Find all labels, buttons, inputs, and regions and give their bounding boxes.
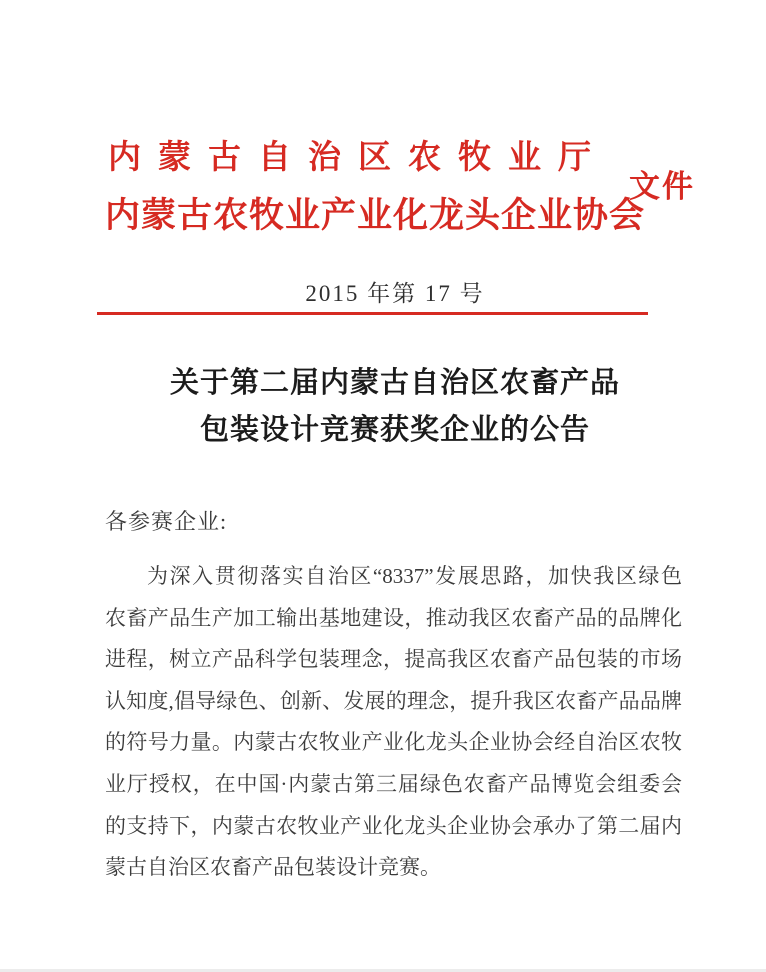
letterhead-org-secondary: 内蒙古农牧业产业化龙头企业协会	[105, 196, 646, 235]
body-line: 认知度,倡导绿色、创新、发展的理念，提升我区农畜产品品牌	[105, 688, 682, 713]
doc-issue-number: 2015 年第 17 号	[305, 281, 485, 306]
doc-title-line-2: 包装设计竞赛获奖企业的公告	[199, 414, 590, 446]
doc-type-label: 文件	[629, 169, 695, 204]
body-line: 为深入贯彻落实自治区“8337”发展思路，加快我区绿色	[147, 564, 682, 588]
body-line: 蒙古自治区农畜产品包装设计竞赛。	[105, 855, 441, 880]
body-line: 进程，树立产品科学包装理念，提高我区农畜产品包装的市场	[105, 647, 682, 672]
body-line: 业厅授权，在中国·内蒙古第三届绿色农畜产品博览会组委会	[105, 771, 682, 796]
body-paragraph	[105, 556, 682, 889]
doc-title	[105, 360, 685, 454]
body-line: 农畜产品生产加工输出基地建设，推动我区农畜产品的品牌化	[105, 605, 682, 630]
body-line: 的符号力量。内蒙古农牧业产业化龙头企业协会经自治区农牧	[105, 730, 682, 755]
body-line: 的支持下，内蒙古农牧业产业化龙头企业协会承办了第二届内	[105, 813, 682, 838]
letterhead-org-primary: 内蒙古自治区农牧业厅	[108, 140, 608, 176]
doc-title-line-1: 关于第二届内蒙古自治区农畜产品	[169, 367, 620, 399]
salutation: 各参赛企业:	[105, 509, 228, 534]
red-divider-rule	[97, 312, 648, 315]
